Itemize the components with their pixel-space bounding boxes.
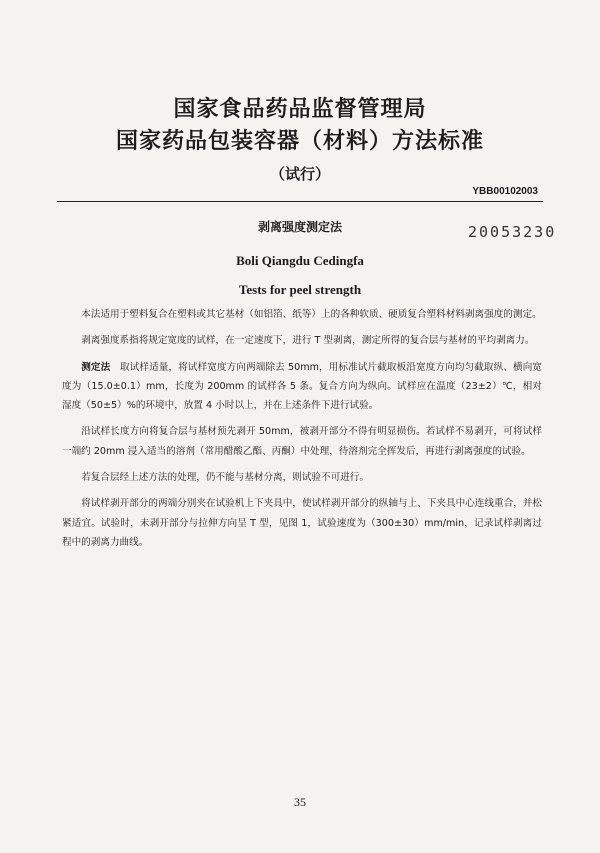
paragraph-procedure bbox=[62, 358, 542, 416]
stamp-number: 20053230 bbox=[468, 223, 557, 241]
standard-code: YBB00102003 bbox=[472, 186, 538, 197]
paragraph-test-setup: 将试样剥开部分的两端分别夹在试验机上下夹具中，使试样剥开部分的纵轴与上、下夹具中心连线重合，并松紧适宜。试验时，未剥开部分与拉伸方向呈 T 型，见图 1，试验速度为（300±30）mm/min，记录试样剥离过程中的剥离力曲线。 bbox=[62, 498, 542, 548]
page-number: 35 bbox=[294, 795, 306, 809]
header-divider bbox=[57, 201, 543, 202]
procedure-label: 测定法 bbox=[81, 361, 111, 373]
method-title-en: Tests for peel strength bbox=[238, 282, 362, 297]
agency-title: 国家食品药品监督管理局 bbox=[173, 97, 427, 122]
method-title-pinyin: Boli Qiangdu Cedingfa bbox=[236, 253, 364, 268]
standard-series-title: 国家药品包装容器（材料）方法标准 bbox=[115, 129, 484, 154]
paragraph-not-separable: 若复合层经上述方法的处理，仍不能与基材分离，则试验不可进行。 bbox=[81, 472, 369, 484]
method-title-cn: 剥离强度测定法 bbox=[257, 220, 342, 234]
paragraph-pre-peel: 沿试样长度方向将复合层与基材预先剥开 50mm，被剥开部分不得有明显损伤。若试样不易剥开，可将试样一端约 20mm 浸入适当的溶剂（常用醋酸乙酯、丙酮）中处理，待溶剂完全挥发后，再进行剥离强度的试验。 bbox=[62, 426, 542, 457]
paragraph-scope: 本法适用于塑料复合在塑料或其它基材（如铝箔、纸等）上的各种软质、硬质复合塑料材料剥离强度的测定。 bbox=[81, 309, 542, 320]
body-text bbox=[62, 305, 542, 559]
trial-label: （试行） bbox=[269, 165, 330, 183]
procedure-text: 取试样适量，将试样宽度方向两端除去 50mm，用标准试片截取板沿宽度方向均匀截取纵、横向宽度为（15.0±0.1）mm，长度为 200mm 的试样各 5 条。复合方向为纵向。试样应在温度（23±2）℃，相对湿度（50±5）%的环境中，放置 4 小时以上，并在上述条件下进行试验。 bbox=[62, 361, 543, 412]
paragraph-definition: 剥离强度系指将规定宽度的试样，在一定速度下，进行 T 型剥离，测定所得的复合层与基材的平均剥离力。 bbox=[81, 335, 535, 347]
